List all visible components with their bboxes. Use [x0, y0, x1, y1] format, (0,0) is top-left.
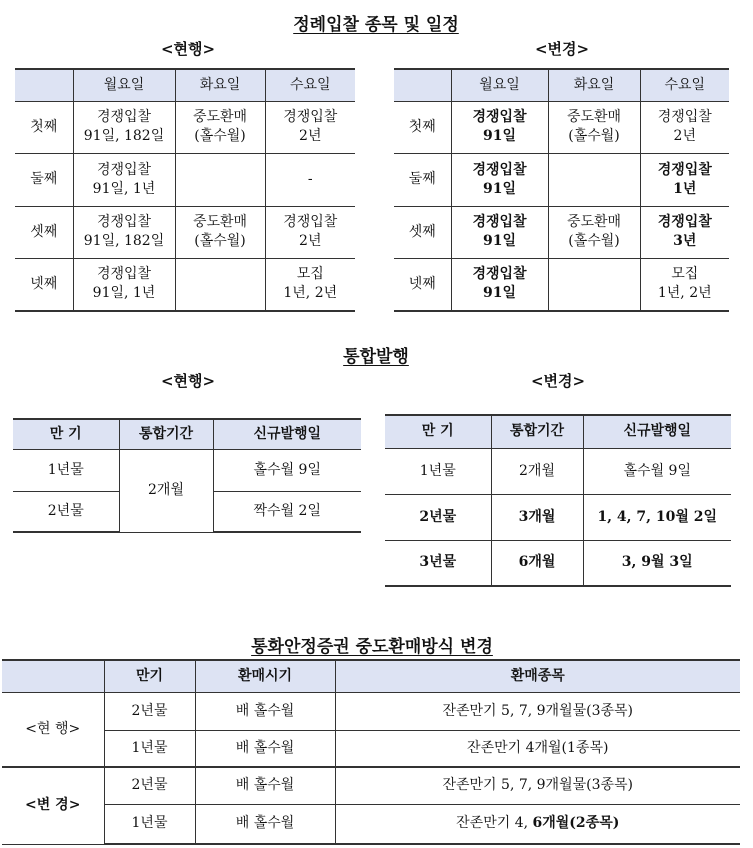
cell: 경쟁입찰 91일	[451, 206, 548, 259]
header-issue-date: 신규발행일	[583, 415, 731, 448]
cell: 2년물	[385, 494, 491, 540]
header-issue-date: 신규발행일	[213, 419, 361, 449]
week-label: 첫째	[394, 101, 451, 154]
cell-text-emphasis: 6개월(2종목)	[532, 815, 620, 832]
redemption-method-table	[2, 659, 740, 845]
cell: 모집 1년, 2년	[265, 259, 355, 311]
cell: 중도환매 (홀수월)	[548, 206, 640, 259]
cell: 짝수월 2일	[213, 491, 361, 532]
section-title-regular-auction: 정례입찰 종목 및 일정	[293, 15, 459, 35]
header-day: 화요일	[548, 69, 640, 101]
cell: 2년물	[13, 491, 119, 532]
table-row	[15, 101, 355, 154]
cell: 2개월	[491, 448, 583, 494]
header-blank	[2, 660, 104, 692]
changed-label: <변경>	[534, 40, 590, 58]
header-maturity: 만기	[104, 660, 195, 692]
header-day: 월요일	[451, 69, 548, 101]
cell: 경쟁입찰 91일, 1년	[73, 154, 175, 207]
cell: 배 홀수월	[195, 804, 335, 844]
table-row	[2, 730, 740, 767]
table-row	[394, 259, 729, 311]
header-redemption-items: 환매종목	[335, 660, 740, 692]
table-row	[15, 154, 355, 207]
table-row	[394, 101, 729, 154]
header-day: 수요일	[640, 69, 729, 101]
group-label-current: <현 행>	[2, 692, 104, 767]
cell: 1년물	[104, 730, 195, 767]
cell: 경쟁입찰 2년	[640, 101, 729, 154]
week-label: 셋째	[15, 206, 73, 259]
table-row	[13, 449, 361, 491]
current-label: <현행>	[160, 40, 216, 58]
cell: -	[265, 154, 355, 207]
table-row	[15, 206, 355, 259]
week-label: 첫째	[15, 101, 73, 154]
cell	[175, 259, 265, 311]
cell: 잔존만기 5, 7, 9개월물(3종목)	[335, 692, 740, 730]
cell	[548, 154, 640, 207]
week-label: 넷째	[15, 259, 73, 311]
cell: 경쟁입찰 2년	[265, 206, 355, 259]
cell: 배 홀수월	[195, 730, 335, 767]
cell	[548, 259, 640, 311]
cell: 3년물	[385, 540, 491, 586]
cell: 경쟁입찰 91일, 182일	[73, 206, 175, 259]
cell: 배 홀수월	[195, 692, 335, 730]
cell: 배 홀수월	[195, 767, 335, 804]
changed-integrated-issuance-table	[385, 414, 731, 587]
cell: 2개월	[119, 449, 213, 532]
cell: 2년물	[104, 767, 195, 804]
cell: 6개월	[491, 540, 583, 586]
header-period: 통합기간	[491, 415, 583, 448]
cell: 모집 1년, 2년	[640, 259, 729, 311]
current-label: <현행>	[160, 372, 216, 390]
cell: 잔존만기 5, 7, 9개월물(3종목)	[335, 767, 740, 804]
table-row	[394, 206, 729, 259]
week-label: 둘째	[15, 154, 73, 207]
cell: 1년물	[13, 449, 119, 491]
cell: 2년물	[104, 692, 195, 730]
cell: 3개월	[491, 494, 583, 540]
cell: 경쟁입찰 91일	[451, 154, 548, 207]
header-day: 월요일	[73, 69, 175, 101]
header-day: 화요일	[175, 69, 265, 101]
changed-label: <변경>	[530, 372, 586, 390]
table-row	[2, 804, 740, 844]
header-maturity: 만 기	[13, 419, 119, 449]
header-period: 통합기간	[119, 419, 213, 449]
cell: 1년물	[385, 448, 491, 494]
week-label: 둘째	[394, 154, 451, 207]
header-blank	[394, 69, 451, 101]
cell: 1년물	[104, 804, 195, 844]
cell-text: 잔존만기 4,	[456, 815, 533, 832]
table-row	[385, 448, 731, 494]
header-redemption-timing: 환매시기	[195, 660, 335, 692]
cell: 잔존만기 4개월(1종목)	[335, 730, 740, 767]
current-integrated-issuance-table	[13, 418, 361, 533]
cell: 경쟁입찰 3년	[640, 206, 729, 259]
table-row	[2, 767, 740, 804]
header-maturity: 만 기	[385, 415, 491, 448]
week-label: 넷째	[394, 259, 451, 311]
cell: 경쟁입찰 91일	[451, 101, 548, 154]
current-auction-schedule-table	[15, 68, 355, 312]
table-row	[394, 154, 729, 207]
cell: 경쟁입찰 91일, 182일	[73, 101, 175, 154]
cell: 중도환매 (홀수월)	[175, 206, 265, 259]
cell: 중도환매 (홀수월)	[548, 101, 640, 154]
cell	[175, 154, 265, 207]
table-row	[385, 494, 731, 540]
header-blank	[15, 69, 73, 101]
changed-auction-schedule-table	[394, 68, 729, 312]
cell: 경쟁입찰 1년	[640, 154, 729, 207]
cell: 경쟁입찰 91일	[451, 259, 548, 311]
cell: 경쟁입찰 2년	[265, 101, 355, 154]
cell: 홀수월 9일	[583, 448, 731, 494]
section-title-redemption-change: 통화안정증권 중도환매방식 변경	[251, 637, 493, 657]
table-row	[2, 692, 740, 730]
table-row	[385, 540, 731, 586]
week-label: 셋째	[394, 206, 451, 259]
cell: 3, 9월 3일	[583, 540, 731, 586]
section-title-integrated-issuance: 통합발행	[343, 347, 409, 367]
table-row	[15, 259, 355, 311]
cell: 경쟁입찰 91일, 1년	[73, 259, 175, 311]
header-day: 수요일	[265, 69, 355, 101]
cell: 중도환매 (홀수월)	[175, 101, 265, 154]
cell: 1, 4, 7, 10월 2일	[583, 494, 731, 540]
group-label-changed: <변 경>	[2, 767, 104, 844]
cell	[335, 804, 740, 844]
cell: 홀수월 9일	[213, 449, 361, 491]
